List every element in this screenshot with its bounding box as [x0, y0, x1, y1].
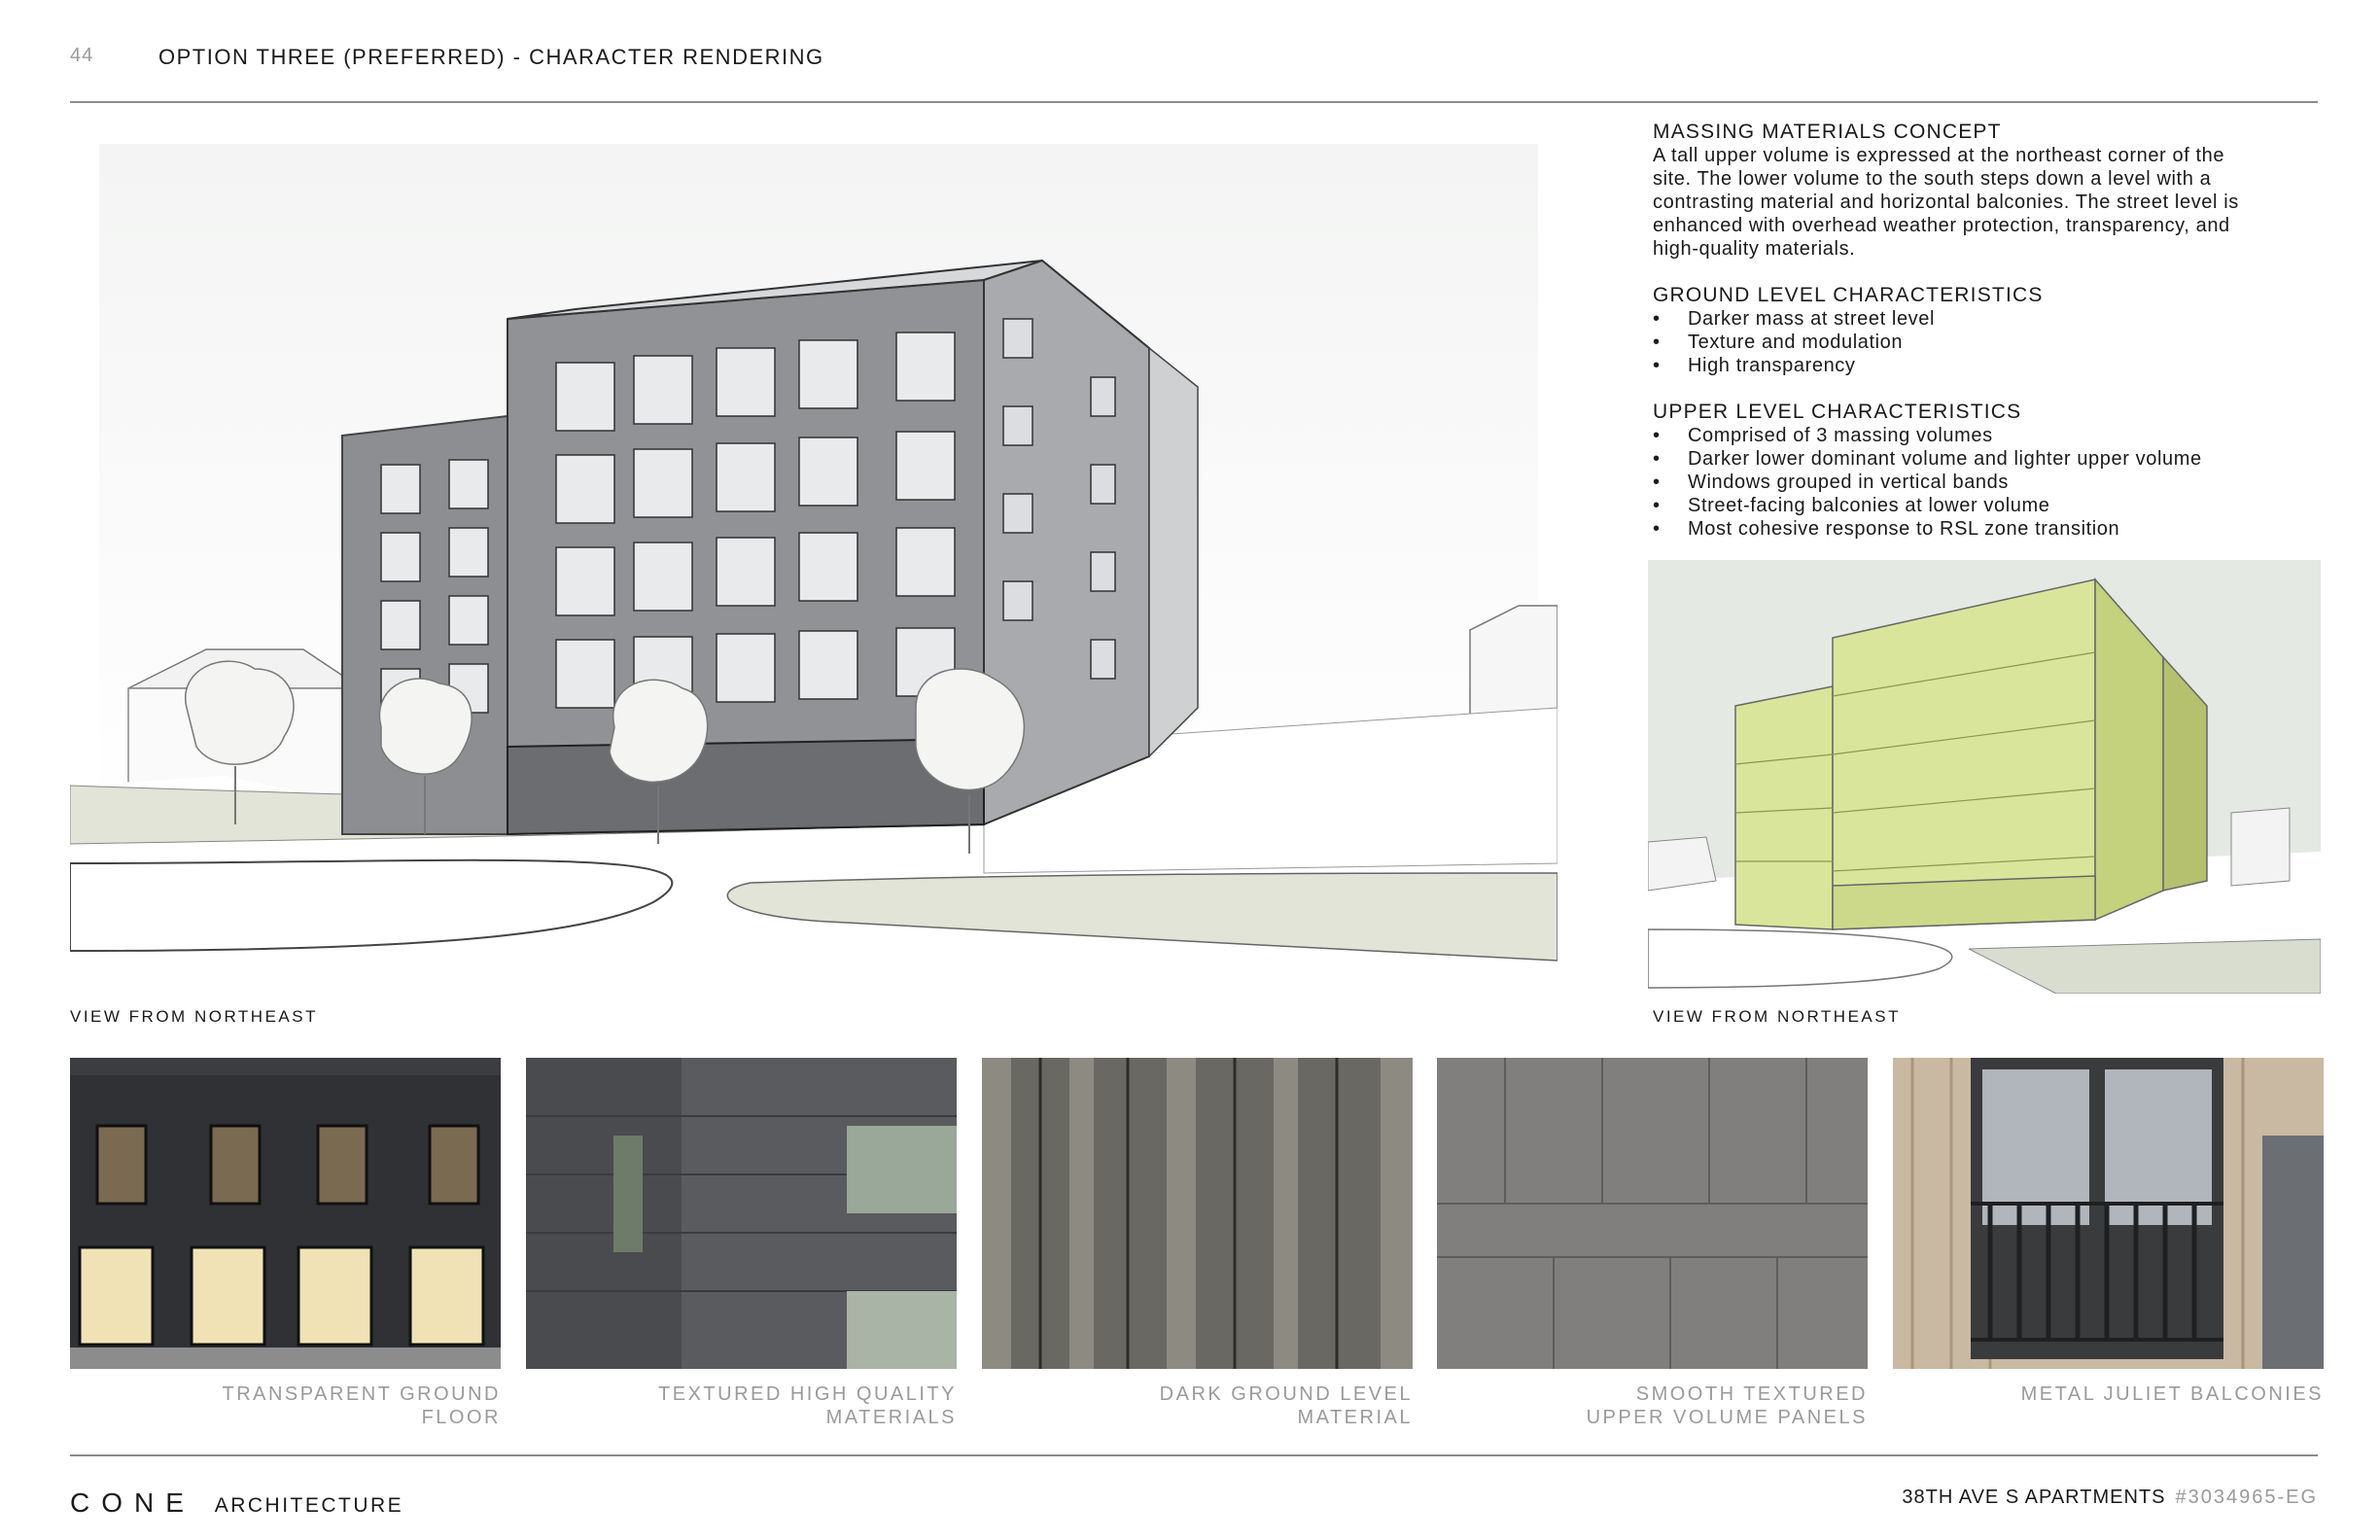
list-item: • Most cohesive response to RSL zone transition: [1653, 517, 2324, 541]
material-caption: METAL JULIET BALCONIES: [2020, 1383, 2324, 1405]
concept-paragraph: [1653, 144, 2324, 261]
upper-heading: UPPER LEVEL CHARACTERISTICS: [1653, 401, 2022, 423]
header-divider: [70, 101, 2318, 103]
list-item: • Texture and modulation: [1653, 331, 2324, 354]
concept-text-block: [1653, 121, 2324, 564]
concept-line: enhanced with overhead weather protection, transparency, and: [1653, 215, 2230, 236]
project-name: 38TH AVE S APARTMENTS: [1902, 1487, 2166, 1508]
material-caption: DARK GROUND LEVEL MATERIAL: [1159, 1383, 1413, 1428]
concept-heading: MASSING MATERIALS CONCEPT: [1653, 121, 2002, 143]
material-photo-dark-metal: [982, 1058, 1413, 1369]
list-item: • High transparency: [1653, 354, 2324, 377]
concept-line: high-quality materials.: [1653, 238, 1856, 260]
project-number: #3034965-EG: [2175, 1487, 2318, 1508]
concept-line: contrasting material and horizontal balconies. The street level is: [1653, 192, 2239, 213]
list-item: • Windows grouped in vertical bands: [1653, 471, 2324, 494]
material-photo-textured-brick: [526, 1058, 957, 1369]
logo-suffix: ARCHITECTURE: [214, 1494, 404, 1517]
firm-logo: [70, 1488, 403, 1519]
list-item: • Darker mass at street level: [1653, 307, 2324, 331]
upper-list: [1653, 424, 2324, 541]
material-caption: TRANSPARENT GROUND FLOOR: [222, 1383, 501, 1428]
side-render-caption: VIEW FROM NORTHEAST: [1653, 1007, 1901, 1026]
main-render-caption: VIEW FROM NORTHEAST: [70, 1007, 318, 1026]
massing-model-rendering: [1648, 560, 2321, 994]
list-item: • Street-facing balconies at lower volume: [1653, 494, 2324, 517]
list-item: • Comprised of 3 massing volumes: [1653, 424, 2324, 447]
concept-line: site. The lower volume to the south steps down a level with a: [1653, 168, 2212, 190]
material-caption: SMOOTH TEXTURED UPPER VOLUME PANELS: [1586, 1383, 1868, 1428]
project-info: [1902, 1487, 2318, 1509]
material-photo-transparent-floor: [70, 1058, 501, 1369]
page-number: 44: [70, 45, 94, 66]
footer-divider: [70, 1454, 2318, 1456]
material-photo-smooth-panels: [1437, 1058, 1868, 1369]
main-building-rendering: [70, 124, 1558, 990]
ground-list: [1653, 307, 2324, 377]
logo-word: CONE: [70, 1488, 195, 1518]
concept-line: A tall upper volume is expressed at the northeast corner of the: [1653, 145, 2225, 166]
page-title: OPTION THREE (PREFERRED) - CHARACTER RENDERING: [158, 45, 824, 69]
list-item: • Darker lower dominant volume and lighter upper volume: [1653, 447, 2324, 471]
material-photo-juliet-balcony: [1893, 1058, 2324, 1369]
material-caption: TEXTURED HIGH QUALITY MATERIALS: [658, 1383, 957, 1428]
ground-heading: GROUND LEVEL CHARACTERISTICS: [1653, 284, 2044, 306]
